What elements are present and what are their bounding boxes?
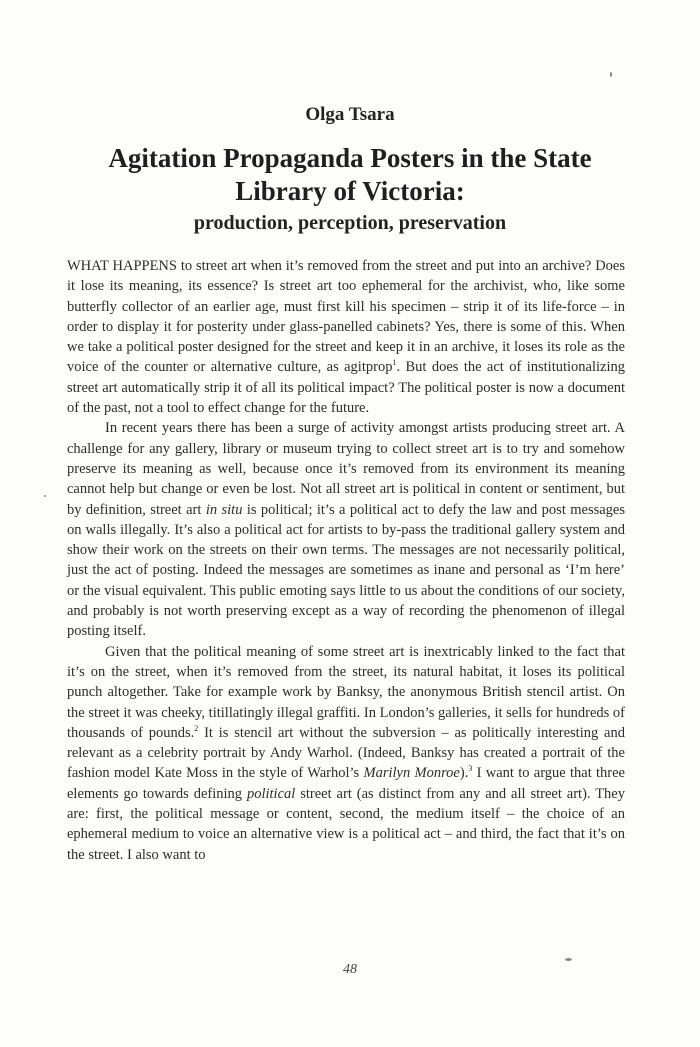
paragraph-3-text-a: Given that the political meaning of some street art is inextricably linked to the fact that it’s on the street, when it’s removed from the street, its natural habitat, it loses its political punch altogether. Take for example work by Banksy, the anonymous British stencil artist. On the street it was cheeky, titillatingly illegal graffiti. In London’s galleries, it sells for hundreds of thousands of pounds.: [67, 643, 625, 741]
footnote-ref-1: 1: [392, 358, 397, 368]
page-number: 48: [343, 962, 357, 977]
footnote-ref-3: 3: [468, 764, 473, 774]
article-body: [67, 256, 625, 865]
article-subtitle: production, perception, preservation: [193, 212, 507, 234]
paragraph-1: [67, 256, 625, 418]
paragraph-1-text-a: WHAT HAPPENS to street art when it’s removed from the street and put into an archive? Does it lose its meaning, its essence? Is street art too ephemeral for the archivist, who, like some butterfly collector of an earlier age, must first kill his specimen – strip it of its life-force – in order to display it for posterity under glass-panelled cabinets? Yes, there is some of this. When we take a political poster designed for the street and keep it in an archive, it loses its role as the voice of the counter or alternative culture, as agitprop: [67, 258, 625, 376]
scan-speck: [565, 958, 572, 961]
paragraph-2: [67, 418, 625, 641]
paragraph-3-text-c: ).: [459, 765, 469, 782]
paragraph-1-text-b: . But does the act of institutionalizing street art automatically strip it of all its political impact? The political poster is now a document of the past, not a tool to effect change for the future.: [67, 359, 625, 417]
paragraph-2-italic: in situ: [205, 501, 243, 518]
paragraph-3-text-d: I want to argue that three elements go towards defining: [67, 765, 625, 802]
footnote-ref-2: 2: [194, 724, 199, 733]
paragraph-3-text-b: It is stencil art without the subversion – as politically interesting and relevant as a celebrity portrait by Andy Warhol. (Indeed, Banksy has created a portrait of the fashion model Kate Moss in the style of Warhol’s: [67, 724, 625, 782]
article-title: Agitation Propaganda Posters in the State Library of Victoria:: [108, 143, 592, 206]
author-name: Olga Tsara: [305, 104, 395, 125]
paragraph-3-italic-title: Marilyn Monroe: [363, 765, 460, 782]
paragraph-2-text-a: In recent years there has been a surge of activity amongst artists producing street art. A challenge for any gallery, library or museum trying to collect street art is to try and somehow preserve its meaning as well, because once it’s removed from its environment its meaning cannot help but change or even be lost. Not all street art is political in content or sentiment, but by definition, street art: [67, 420, 625, 518]
paragraph-3-text-e: street art (as distinct from any and all street art). They are: first, the political message or content, second, the medium itself – the choice of an ephemeral medium to voice an alternative view is a political act – and third, the fact that it’s on the street. I also want to: [67, 785, 625, 863]
paragraph-2-text-b: is political; it’s a political act to defy the law and post messages on walls illegally. It’s also a political act for artists to by-pass the traditional gallery system and show their work on the streets on their own terms. The messages are not necessarily political, just the act of posting. Indeed the messages are sometimes as inane and personal as ‘I’m here’ or the visual equivalent. This public emoting says little to us about the conditions of our society, and probably is not worth preserving except as a way of recording the phenomenon of illegal posting itself.: [67, 501, 626, 640]
paragraph-3-italic-political: political: [246, 785, 296, 802]
scan-speck: [44, 495, 46, 497]
scan-speck: [610, 72, 612, 77]
paragraph-3: [67, 642, 625, 865]
